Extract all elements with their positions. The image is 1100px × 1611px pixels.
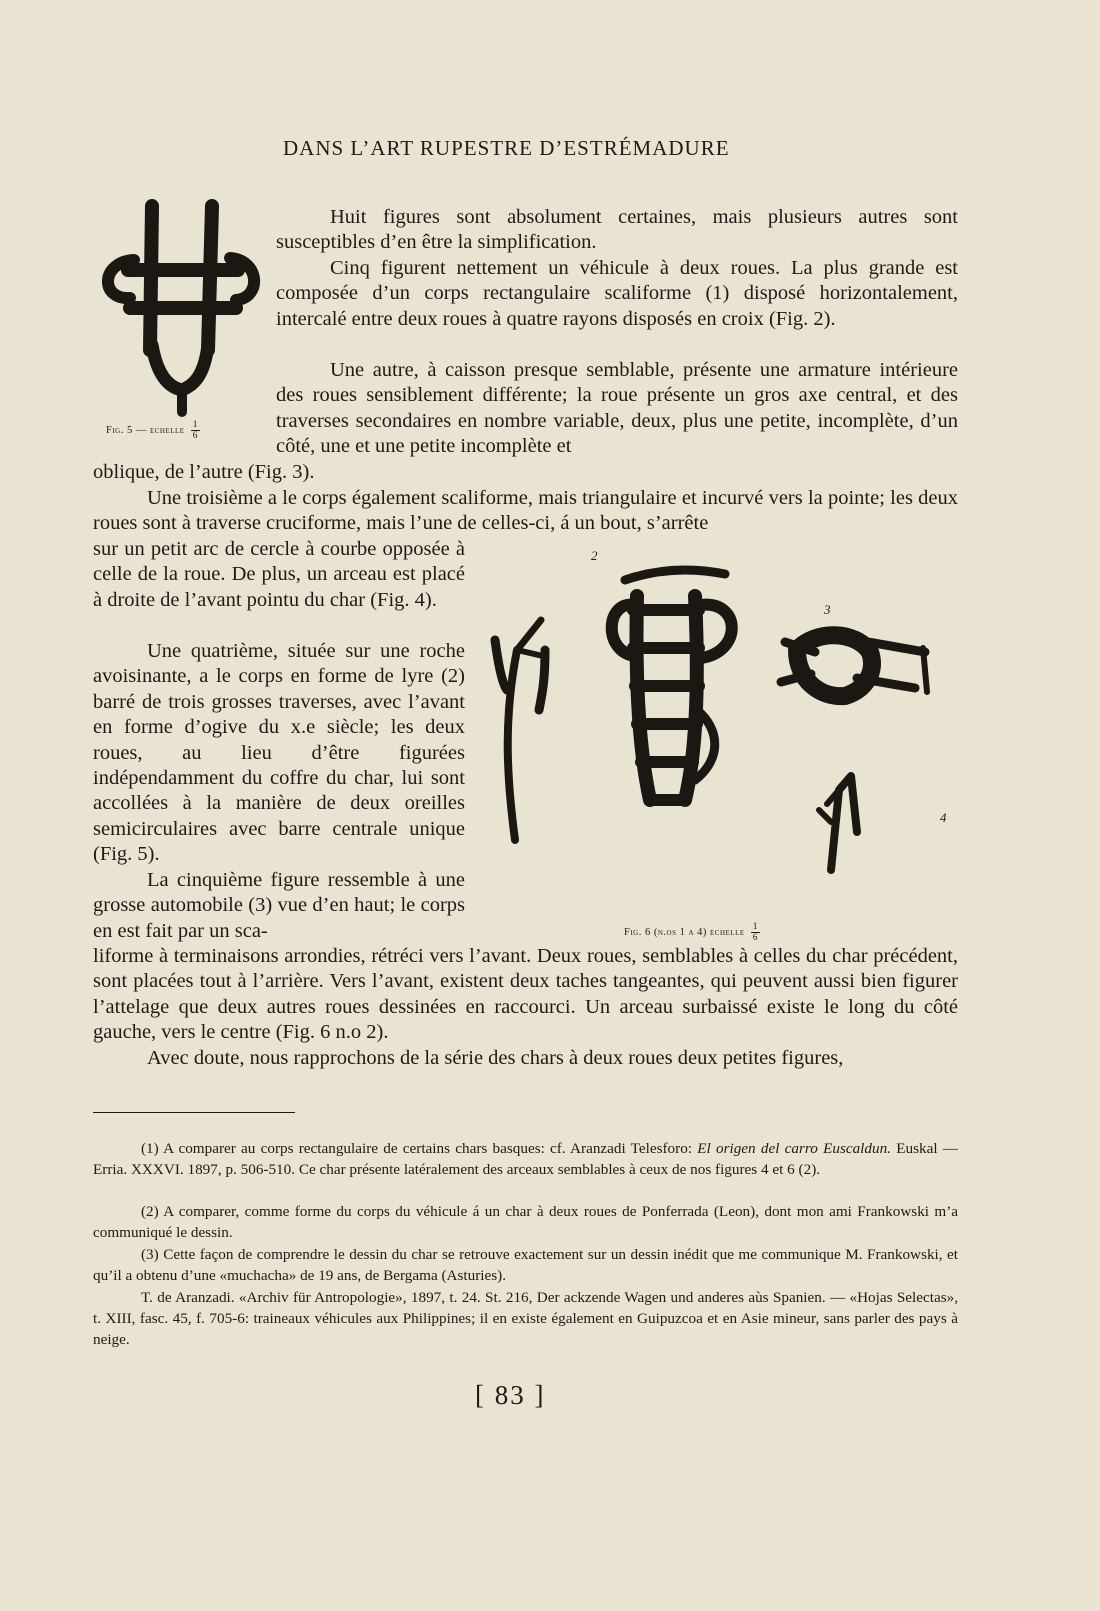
- paragraph-6b: [93, 944, 958, 1046]
- paragraph-3b: [93, 460, 958, 485]
- figure-6-scale: [751, 922, 760, 943]
- figure-6-scale-den: 6: [752, 933, 759, 943]
- running-header: DANS L’ART RUPESTRE D’ESTRÉMADURE: [283, 136, 730, 160]
- paragraph-1-text: Huit figures sont absolument certaines, mais plusieurs autres sont susceptibles d’en être la simplification.: [276, 206, 958, 254]
- paragraph-7: [93, 1046, 958, 1071]
- figure-6-number-4: 4: [940, 810, 947, 825]
- figure-5-scale-den: 6: [192, 431, 198, 441]
- paragraph-6a-text: La cinquième figure ressemble à une grosse automobile (3) vue d’en haut; le corps en est fait par un sca-: [93, 869, 465, 942]
- footnote-2: [93, 1202, 958, 1244]
- paragraph-5-text: Une quatrième, située sur une roche avoisinante, a le corps en forme de lyre (2) barré de trois grosses traverses, avec l’avant en forme d’ogive du x.e siècle; les deux roues, au lieu d’être figurées indépendamment du coffre du char, lui sont accollées à la manière de deux oreilles semicirculaires avec barre centrale unique (Fig. 5).: [93, 640, 465, 866]
- paragraph-3b-text: oblique, de l’autre (Fig. 3).: [93, 461, 315, 483]
- footnote-2-text: (2) A comparer, comme forme du corps du véhicule á un char à deux roues de Ponferrada (Leon), dont mon ami Frankowski m’a communiqué le dessin.: [93, 1203, 958, 1241]
- footnote-rule: [93, 1112, 295, 1113]
- paragraph-6a: [93, 868, 465, 944]
- figure-5-caption-label: Fig. 5 — echelle: [106, 424, 185, 436]
- footnote-1-text-b: Euskal — Erria. XXXVI. 1897, p. 506-510. Ce char présente latéralement des arceaux semblables à ceux de nos figures 4 et 6 (2).: [93, 1140, 958, 1178]
- figure-5-scale: [191, 420, 200, 441]
- figure-6-caption-label: Fig. 6 (n.os 1 a 4) echelle: [624, 926, 745, 938]
- figure-6-number-3: 3: [824, 602, 831, 617]
- figure-6-drawing: [485, 560, 965, 900]
- figure-5-drawing: [90, 200, 265, 420]
- paragraph-2: [276, 256, 958, 332]
- paragraph-3a: [276, 358, 958, 460]
- footnote-4-text: T. de Aranzadi. «Archiv für Antropologie», 1897, t. 24. St. 216, Der ackzende Wagen und anderes aùs Spanien. — «Hojas Selectas», t. XIII, fasc. 45, f. 705-6: traineaux véhicules aux Philippines; il en existe également en Guipuzcoa et en Asie mineur, sans parler des pays à neige.: [93, 1289, 958, 1348]
- footnote-1-title: El origen del carro Euscaldun.: [697, 1140, 891, 1157]
- figure-5-caption: [106, 420, 200, 441]
- figure-6-scale-num: 1: [752, 922, 759, 932]
- figure-6-number-2: 2: [591, 548, 598, 563]
- footnote-1: [93, 1139, 958, 1181]
- footnote-1-text-a: (1) A comparer au corps rectangulaire de certains chars basques: cf. Aranzadi Telesforo:: [141, 1140, 693, 1157]
- figure-6-caption: [624, 922, 760, 943]
- paragraph-1: [276, 205, 958, 256]
- paragraph-4b: [93, 537, 465, 613]
- paragraph-3a-text: Une autre, à caisson presque semblable, présente une armature intérieure des roues sensiblement différente; la roue présente un gros axe central, et des traverses secondaires en nombre variable, deux, plus une petite, incomplète, d’un côté, une et une petite incomplète et: [276, 359, 958, 458]
- page-number: [ 83 ]: [475, 1380, 546, 1410]
- paragraph-6b-text: liforme à terminaisons arrondies, rétréci vers l’avant. Deux roues, semblables à celles du char précédent, sont placées tout à l’arrière. Vers l’avant, existent deux taches tangeantes, qui peuvent aussi bien figurer l’attelage que deux autres roues dessinées en raccourci. Un arceau surbaissé existe le long du côté gauche, vers le centre (Fig. 6 n.o 2).: [93, 945, 958, 1044]
- paragraph-4a: [93, 486, 958, 538]
- footnote-3: [93, 1245, 958, 1287]
- paragraph-7-text: Avec doute, nous rapprochons de la série des chars à deux roues deux petites figures,: [147, 1047, 844, 1069]
- footnote-3-text: (3) Cette façon de comprendre le dessin du char se retrouve exactement sur un dessin inédit que me communique M. Frankowski, et qu’il a obtenu d’une «muchacha» de 19 ans, de Bergama (Asturies).: [93, 1246, 958, 1284]
- paragraph-2-text: Cinq figurent nettement un véhicule à deux roues. La plus grande est composée d’un corps rectangulaire scaliforme (1) disposé horizontalement, intercalé entre deux roues à quatre rayons disposés en croix (Fig. 2).: [276, 257, 958, 330]
- paragraph-4b-text: sur un petit arc de cercle à courbe opposée à celle de la roue. De plus, un arceau est placé à droite de l’avant pointu du char (Fig. 4).: [93, 538, 465, 611]
- figure-5-scale-num: 1: [192, 420, 198, 430]
- paragraph-5: [93, 639, 465, 868]
- footnote-4: [93, 1288, 958, 1350]
- paragraph-4a-text: Une troisième a le corps également scaliforme, mais triangulaire et incurvé vers la pointe; les deux roues sont à traverse cruciforme, mais l’une de celles-ci, á un bout, s’arrête: [93, 487, 958, 535]
